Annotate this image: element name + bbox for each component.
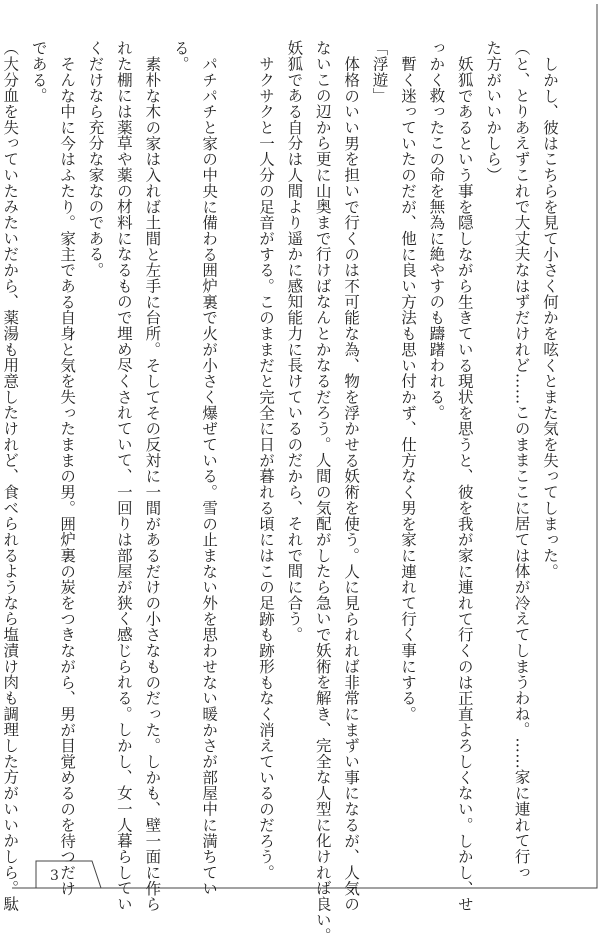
text-line: る。 xyxy=(171,40,190,72)
text-line: （と、とりあえずこれで大丈夫なはずだけれど……このままここに居ては体が冷えてしまうわね。……家に連れて行っ xyxy=(512,40,531,881)
text-line: 暫く迷っていたのだが、他に良い方法も思い付かず、仕方なく男を家に連れて行く事にする。 xyxy=(398,55,417,722)
text-line: である。 xyxy=(29,40,48,104)
blank-line xyxy=(223,40,251,820)
page-number: 3 xyxy=(50,868,59,884)
text-line: しかし、彼はこちらを見て小さく何かを呟くとまた気を失ってしまった。 xyxy=(541,55,559,579)
text-line: た方がいいかしら） xyxy=(484,40,503,183)
text-line: 妖狐であるという事を隠しながら生きている現状を思うと、彼を我が家に連れて行くのは正直よろしくない。しかし、せ xyxy=(455,55,474,912)
text-line: れた棚には薬草や薬の材料になるもので埋め尽くされていて、一回りは部屋が狭く感じられる。しかし、女一人暮らしてい xyxy=(114,40,133,912)
text-line: 「浮遊」 xyxy=(370,40,389,104)
body-text xyxy=(1,40,564,943)
text-line: 妖狐である自分は人間より遥かに感知能力に長けているのだから、それで間に合う。 xyxy=(285,40,304,643)
text-line: パチパチと家の中央に備わる囲炉裏で火が小さく爆ぜている。雪の止まない外を思わせない暖かさが部屋中に満ちてい xyxy=(200,55,219,896)
text-line: っかく救ったこの命を無為に絶やすのも躊躇われる。 xyxy=(427,40,446,421)
text-line: 素朴な木の家は入れば土間と左手に台所。そしてその反対に一間があるだけの小さなものだった。しかも、壁一面に作ら xyxy=(143,55,162,912)
text-line: ないこの辺から更に山奥まで行けばなんとかなるだろう。人間の気配がしたら急いで妖術を解き、完全な人型に化ければ良い。 xyxy=(313,40,332,943)
text-line: サクサクと一人分の足音がする。このままだと完全に日が暮れる頃にはこの足跡も跡形もなく消えているのだろう。 xyxy=(256,55,275,880)
text-line: そんな中に今はふたり。家主である自身と気を失ったままの男。囲炉裏の炭をつきながら、男が目覚めるのを待つだけ xyxy=(58,55,77,896)
text-line: 体格のいい男を担いで行くのは不可能な為、物を浮かせる妖術を使う。人に見られれば非常にまずい事になるが、人気の xyxy=(342,55,361,912)
text-line: くだけなら充分な家なのである。 xyxy=(86,40,105,278)
text-line: （大分血を失っていたみたいだから、薬湯も用意したけれど、食べられるようなら塩漬け肉も調理した方がいいかしら。駄 xyxy=(1,40,20,912)
